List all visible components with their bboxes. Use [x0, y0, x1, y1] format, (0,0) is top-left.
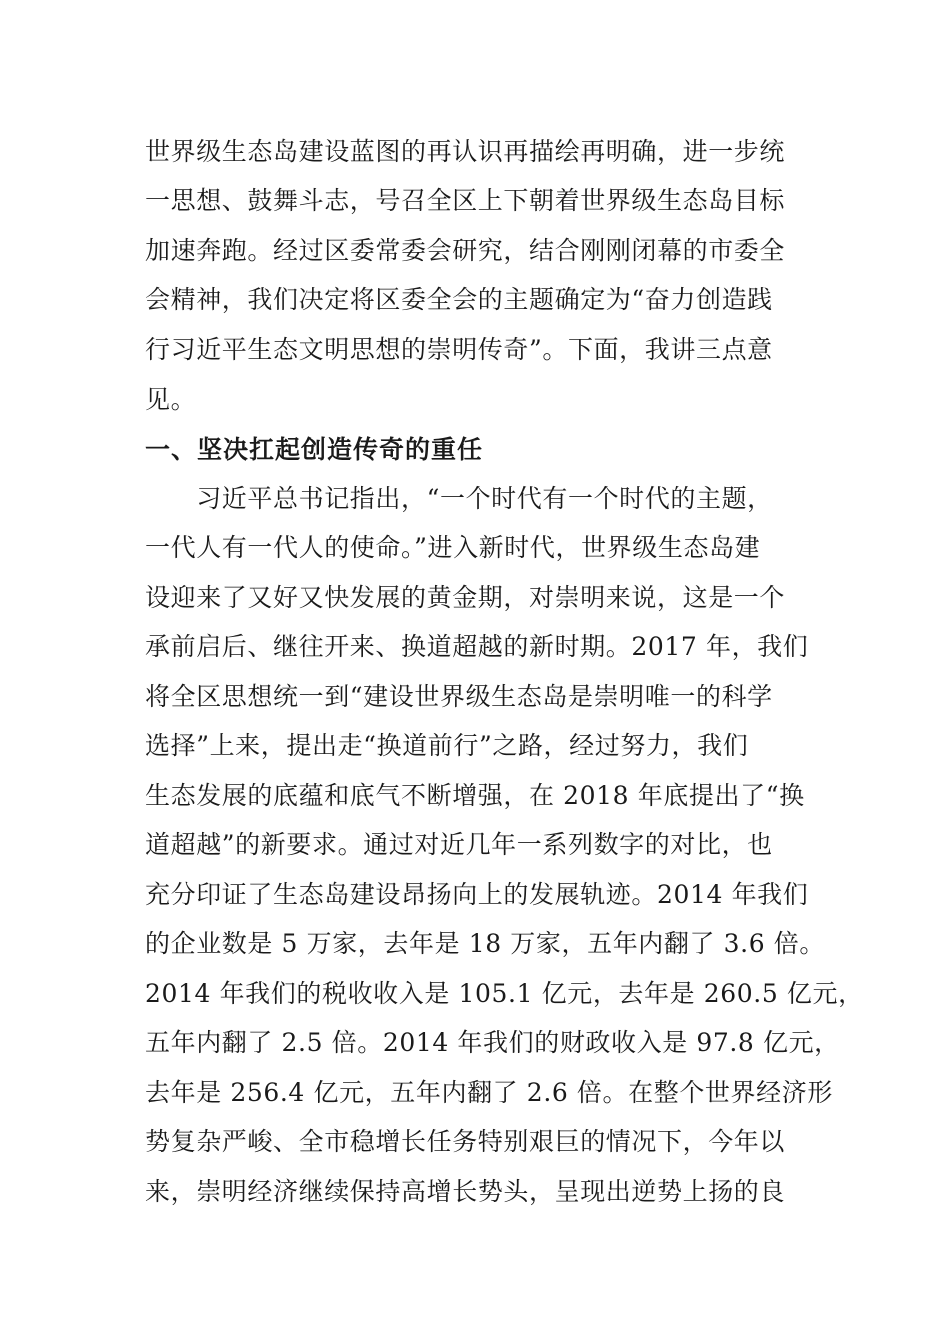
- body-line-6: 选择”上来，提出走“换道前行”之路，经过努力，我们: [145, 731, 749, 760]
- intro-line-1: 世界级生态岛建设蓝图的再认识再描绘再明确，进一步统: [145, 137, 786, 166]
- body-line-8: 道超越”的新要求。通过对近几年一系列数字的对比，也: [145, 830, 773, 859]
- section-heading: 一、坚决扛起创造传奇的重任: [145, 435, 484, 464]
- intro-line-3: 加速奔跑。经过区委常委会研究，结合刚刚闭幕的市委全: [145, 236, 786, 265]
- body-line-15: 来，崇明经济继续保持高增长势头，呈现出逆势上扬的良: [145, 1177, 786, 1206]
- intro-line-5: 行习近平生态文明思想的崇明传奇”。下面，我讲三点意: [145, 335, 773, 364]
- body-line-12: 五年内翻了 2.5 倍。2014 年我们的财政收入是 97.8 亿元，: [145, 1028, 840, 1057]
- body-line-10: 的企业数是 5 万家，去年是 18 万家，五年内翻了 3.6 倍。: [145, 929, 825, 958]
- body-line-4: 承前启后、继往开来、换道超越的新时期。2017 年，我们: [145, 632, 809, 661]
- body-line-3: 设迎来了又好又快发展的黄金期，对崇明来说，这是一个: [145, 583, 786, 612]
- body-line-7: 生态发展的底蕴和底气不断增强，在 2018 年底提出了“换: [145, 781, 805, 810]
- body-line-14: 势复杂严峻、全市稳增长任务特别艰巨的情况下，今年以: [145, 1127, 786, 1156]
- body-line-1: 习近平总书记指出，“一个时代有一个时代的主题，: [145, 484, 773, 513]
- body-line-9: 充分印证了生态岛建设昂扬向上的发展轨迹。2014 年我们: [145, 880, 809, 909]
- body-line-11: 2014 年我们的税收收入是 105.1 亿元，去年是 260.5 亿元，: [145, 979, 864, 1008]
- body-line-5: 将全区思想统一到“建设世界级生态岛是崇明唯一的科学: [145, 682, 773, 711]
- intro-line-6: 见。: [145, 385, 197, 414]
- intro-line-4: 会精神，我们决定将区委全会的主题确定为“奋力创造践: [145, 285, 773, 314]
- intro-line-2: 一思想、鼓舞斗志，号召全区上下朝着世界级生态岛目标: [145, 186, 786, 215]
- body-line-13: 去年是 256.4 亿元，五年内翻了 2.6 倍。在整个世界经济形: [145, 1078, 833, 1107]
- body-line-2: 一代人有一代人的使命。”进入新时代，世界级生态岛建: [145, 533, 761, 562]
